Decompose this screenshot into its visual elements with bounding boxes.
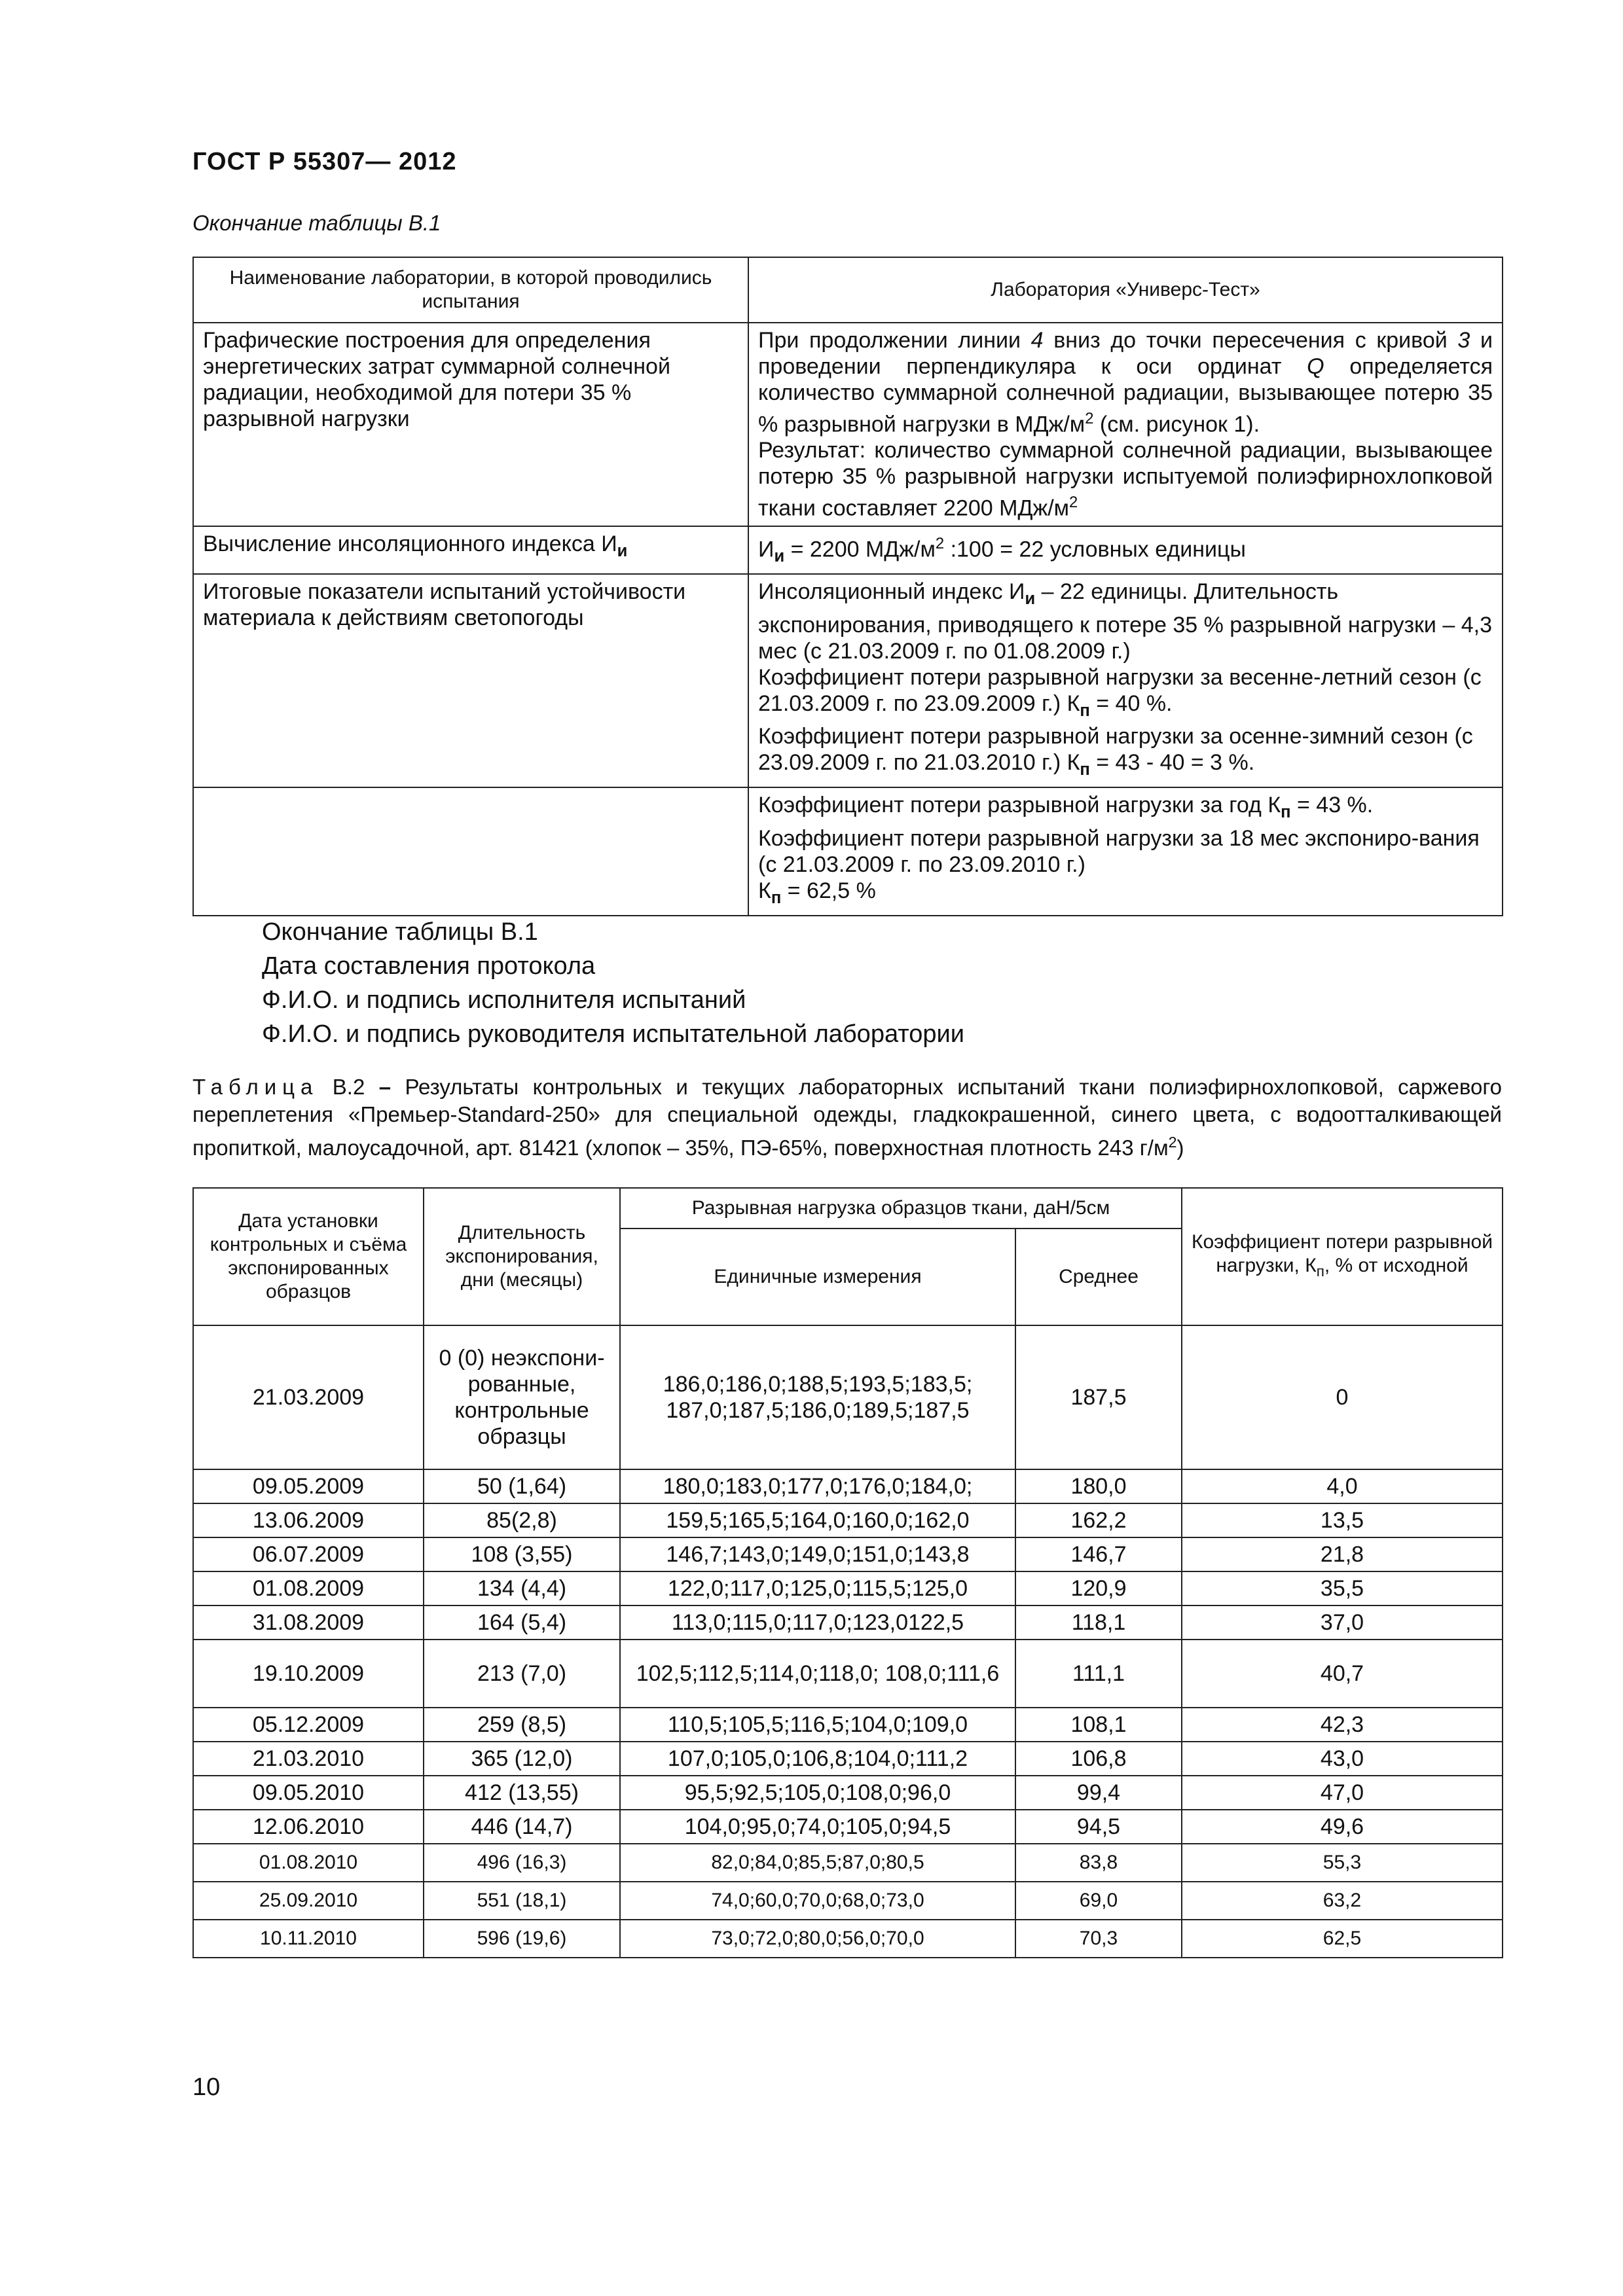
- text: = 43 - 40 = 3 %.: [1089, 750, 1255, 776]
- table-row: [193, 1742, 1503, 1776]
- table1-row: [193, 323, 1503, 526]
- note-line: Окончание таблицы В.1: [262, 918, 538, 946]
- superscript: 2: [1085, 410, 1094, 427]
- text: Q: [1307, 354, 1324, 379]
- text: (с 21.03.2009 г. по 23.09.2010 г.): [758, 852, 1085, 877]
- text: = 2200 МДж/м: [784, 536, 936, 562]
- table1-row: [193, 787, 1503, 916]
- cell-date: 05.12.2009: [193, 1708, 424, 1742]
- cell-units: 82,0;84,0;85,5;87,0;80,5: [620, 1844, 1015, 1882]
- table2-header-row: [193, 1188, 1503, 1229]
- table-row: [193, 1844, 1503, 1882]
- cell-avg: 94,5: [1015, 1810, 1182, 1844]
- cell-units: 159,5;165,5;164,0;160,0;162,0: [620, 1503, 1015, 1537]
- cell-date: 01.08.2010: [193, 1844, 424, 1882]
- text: Коэффициент потери разрывной нагрузки за 18 мес экспониро-вания: [758, 825, 1480, 851]
- cell-coef: 0: [1182, 1325, 1503, 1469]
- table-b2: [192, 1187, 1503, 1958]
- cell-avg: 180,0: [1015, 1469, 1182, 1503]
- cell-coef: 43,0: [1182, 1742, 1503, 1776]
- cell-duration: 85(2,8): [424, 1503, 620, 1537]
- cell-avg: 118,1: [1015, 1605, 1182, 1640]
- col-head-duration: Длительность экспонирования, дни (месяцы): [424, 1188, 620, 1325]
- subscript: и: [617, 541, 628, 560]
- cell-coef: 37,0: [1182, 1605, 1503, 1640]
- cell-duration: 365 (12,0): [424, 1742, 620, 1776]
- caption-number: В.2: [318, 1075, 379, 1099]
- text: Вычисление инсоляционного индекса И: [203, 531, 617, 556]
- cell-avg: 70,3: [1015, 1920, 1182, 1958]
- note-line: Ф.И.О. и подпись руководителя испытательной лаборатории: [262, 1020, 964, 1048]
- cell-duration: 134 (4,4): [424, 1571, 620, 1605]
- text: К: [758, 878, 771, 903]
- cell-date: 13.06.2009: [193, 1503, 424, 1537]
- text: (см. рисунок 1).: [1093, 412, 1260, 437]
- cell-avg: 108,1: [1015, 1708, 1182, 1742]
- cell-units: 102,5;112,5;114,0;118,0; 108,0;111,6: [620, 1640, 1015, 1708]
- cell-date: 19.10.2009: [193, 1640, 424, 1708]
- cell-units: 110,5;105,5;116,5;104,0;109,0: [620, 1708, 1015, 1742]
- table-row: [193, 1537, 1503, 1571]
- cell-coef: 35,5: [1182, 1571, 1503, 1605]
- cell-coef: 55,3: [1182, 1844, 1503, 1882]
- table-row: [193, 1571, 1503, 1605]
- cell-coef: 21,8: [1182, 1537, 1503, 1571]
- table1-row1-left: Графические построения для определения энергетических затрат суммарной солнечной радиации, необходимой для потери 35 % разрывной нагрузки: [193, 323, 748, 526]
- table-row: [193, 1503, 1503, 1537]
- page-number: 10: [192, 2073, 221, 2101]
- caption-label: Таблица: [192, 1075, 319, 1099]
- cell-duration: 596 (19,6): [424, 1920, 620, 1958]
- cell-avg: 83,8: [1015, 1844, 1182, 1882]
- cell-avg: 111,1: [1015, 1640, 1182, 1708]
- table-b1-end: [192, 257, 1503, 916]
- cell-duration: 164 (5,4): [424, 1605, 620, 1640]
- caption-dash: –: [378, 1075, 392, 1099]
- cell-coef: 47,0: [1182, 1776, 1503, 1810]
- cell-duration: 108 (3,55): [424, 1537, 620, 1571]
- col-head-avg: Среднее: [1015, 1229, 1182, 1325]
- text: = 40 %.: [1089, 691, 1173, 716]
- cell-units: 186,0;186,0;188,5;193,5;183,5; 187,0;187,5;186,0;189,5;187,5: [620, 1325, 1015, 1469]
- cell-units: 180,0;183,0;177,0;176,0;184,0;: [620, 1469, 1015, 1503]
- cell-units: 104,0;95,0;74,0;105,0;94,5: [620, 1810, 1015, 1844]
- cell-units: 95,5;92,5;105,0;108,0;96,0: [620, 1776, 1015, 1810]
- text: = 43 %.: [1290, 793, 1374, 818]
- table1-row2-right: [748, 526, 1503, 574]
- cell-date: 25.09.2010: [193, 1882, 424, 1920]
- text: вниз до точки пересечения с кривой: [1043, 328, 1458, 353]
- table1-head-left: Наименование лаборатории, в которой проводились испытания: [193, 257, 748, 323]
- text: Результат: количество суммарной солнечной радиации, вызывающее потерю 35 % разрывной нагрузки испытуемой полиэфирнохлопковой ткани составляет 2200 МДж/м: [758, 438, 1493, 521]
- cell-units: 146,7;143,0;149,0;151,0;143,8: [620, 1537, 1015, 1571]
- table2-caption: [192, 1073, 1502, 1162]
- table-row: [193, 1605, 1503, 1640]
- text: – 22 единицы. Длительность экспонирования, приводящего к потере 35 % разрывной нагрузки – 4,3 мес (с 21.03.2009 г. по 01.08.2009 г.): [758, 579, 1492, 664]
- document-header: ГОСТ Р 55307— 2012: [192, 148, 457, 175]
- cell-date: 12.06.2010: [193, 1810, 424, 1844]
- subscript: п: [1316, 1263, 1324, 1280]
- cell-avg: 120,9: [1015, 1571, 1182, 1605]
- cell-coef: 13,5: [1182, 1503, 1503, 1537]
- table1-row4-right: [748, 787, 1503, 916]
- note-line: Ф.И.О. и подпись исполнителя испытаний: [262, 986, 746, 1014]
- subscript: п: [771, 888, 782, 907]
- text: и проведении перпендикуляра к оси ординат: [758, 328, 1493, 379]
- cell-units: 74,0;60,0;70,0;68,0;73,0: [620, 1882, 1015, 1920]
- cell-avg: 162,2: [1015, 1503, 1182, 1537]
- cell-units: 107,0;105,0;106,8;104,0;111,2: [620, 1742, 1015, 1776]
- superscript: 2: [1069, 493, 1078, 512]
- cell-coef: 49,6: [1182, 1810, 1503, 1844]
- cell-coef: 63,2: [1182, 1882, 1503, 1920]
- cell-date: 09.05.2009: [193, 1469, 424, 1503]
- cell-units: 73,0;72,0;80,0;56,0;70,0: [620, 1920, 1015, 1958]
- text: 4: [1030, 328, 1044, 353]
- text: Инсоляционный индекс И: [758, 579, 1025, 604]
- cell-date: 10.11.2010: [193, 1920, 424, 1958]
- cell-avg: 99,4: [1015, 1776, 1182, 1810]
- text: 3: [1457, 328, 1470, 353]
- note-line: Дата составления протокола: [262, 952, 596, 980]
- text: Коэффициент потери разрывной нагрузки за год К: [758, 793, 1281, 818]
- table1-header-row: [193, 257, 1503, 323]
- text: При продолжении линии: [758, 328, 1031, 353]
- subscript: п: [1080, 761, 1090, 780]
- text: Коэффициент потери разрывной нагрузки, К: [1192, 1230, 1493, 1276]
- table1-row3-right: [748, 574, 1503, 787]
- superscript: 2: [1168, 1134, 1177, 1151]
- protocol-notes: [262, 915, 964, 1051]
- superscript: 2: [935, 534, 945, 552]
- cell-avg: 187,5: [1015, 1325, 1182, 1469]
- text: :100 = 22 условных единицы: [944, 536, 1246, 562]
- table-row: [193, 1920, 1503, 1958]
- cell-avg: 146,7: [1015, 1537, 1182, 1571]
- cell-duration: 50 (1,64): [424, 1469, 620, 1503]
- table1-row2-left: [193, 526, 748, 574]
- cell-date: 31.08.2009: [193, 1605, 424, 1640]
- cell-units: 122,0;117,0;125,0;115,5;125,0: [620, 1571, 1015, 1605]
- subscript: п: [1281, 802, 1291, 821]
- table1-row3-left: Итоговые показатели испытаний устойчивости материала к действиям светопогоды: [193, 574, 748, 787]
- cell-duration: 213 (7,0): [424, 1640, 620, 1708]
- cell-date: 06.07.2009: [193, 1537, 424, 1571]
- cell-date: 21.03.2010: [193, 1742, 424, 1776]
- table1-row1-right: [748, 323, 1503, 526]
- caption-end: ): [1176, 1136, 1184, 1160]
- cell-date: 21.03.2009: [193, 1325, 424, 1469]
- table-row: [193, 1325, 1503, 1469]
- cell-avg: 69,0: [1015, 1882, 1182, 1920]
- col-head-units: Единичные измерения: [620, 1229, 1015, 1325]
- cell-duration: 412 (13,55): [424, 1776, 620, 1810]
- caption-text: Результаты контрольных и текущих лабораторных испытаний ткани полиэфирнохлопковой, саржевого переплетения «Премьер-Standard-250» для специальной одежды, гладкокрашенной, синего цвета, с водоотталкивающей пропиткой, малоусадочной, арт. 81421 (хлопок – 35%, ПЭ-65%, поверхностная плотность 243 г/м: [192, 1075, 1502, 1160]
- text: определяется количество суммарной солнечной радиации, вызывающее потерю 35 % разрывной нагрузки в МДж/м: [758, 354, 1493, 437]
- cell-duration: 259 (8,5): [424, 1708, 620, 1742]
- text: = 62,5 %: [781, 878, 876, 903]
- table-row: [193, 1882, 1503, 1920]
- table-row: [193, 1776, 1503, 1810]
- subscript: п: [1080, 701, 1090, 720]
- col-head-coef: [1182, 1188, 1503, 1325]
- cell-coef: 42,3: [1182, 1708, 1503, 1742]
- cell-date: 09.05.2010: [193, 1776, 424, 1810]
- col-head-date: Дата установки контрольных и съёма экспонированных образцов: [193, 1188, 424, 1325]
- table1-row: [193, 526, 1503, 574]
- cell-date: 01.08.2009: [193, 1571, 424, 1605]
- table1-row: [193, 574, 1503, 787]
- text: , % от исходной: [1324, 1254, 1468, 1276]
- table1-continuation-label: Окончание таблицы В.1: [192, 211, 441, 235]
- col-head-load: Разрывная нагрузка образцов ткани, даН/5см: [620, 1188, 1182, 1229]
- subscript: и: [1025, 589, 1036, 608]
- cell-duration: 496 (16,3): [424, 1844, 620, 1882]
- table1-row4-left: [193, 787, 748, 916]
- table1-head-right: Лаборатория «Универс-Тест»: [748, 257, 1503, 323]
- cell-duration: 551 (18,1): [424, 1882, 620, 1920]
- text: И: [758, 536, 775, 562]
- table-row: [193, 1469, 1503, 1503]
- cell-coef: 62,5: [1182, 1920, 1503, 1958]
- table-row: [193, 1708, 1503, 1742]
- cell-avg: 106,8: [1015, 1742, 1182, 1776]
- text: Коэффициент потери разрывной нагрузки за осенне-зимний сезон (с 23.09.2009 г. по 21.03.2010 г.) К: [758, 724, 1473, 776]
- cell-units: 113,0;115,0;117,0;123,0122,5: [620, 1605, 1015, 1640]
- cell-duration: 446 (14,7): [424, 1810, 620, 1844]
- table-row: [193, 1810, 1503, 1844]
- subscript: и: [774, 547, 785, 565]
- table-row: [193, 1640, 1503, 1708]
- cell-coef: 40,7: [1182, 1640, 1503, 1708]
- text: Коэффициент потери разрывной нагрузки за весенне-летний сезон (с 21.03.2009 г. по 23.09.2009 г.) К: [758, 664, 1482, 716]
- cell-duration: 0 (0) неэкспони-рованные, контрольные образцы: [424, 1325, 620, 1469]
- cell-coef: 4,0: [1182, 1469, 1503, 1503]
